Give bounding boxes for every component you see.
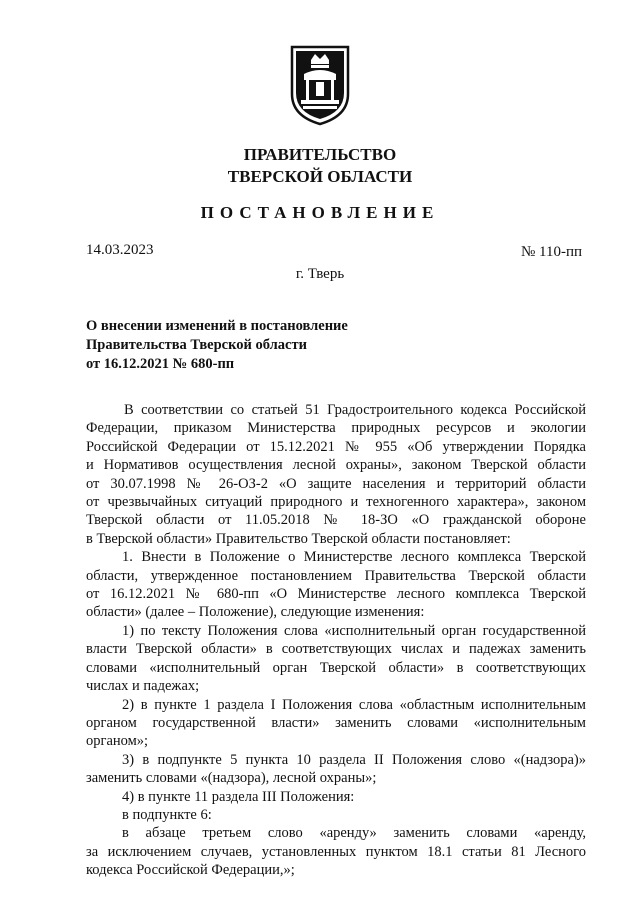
document-number: № 110-пп <box>520 244 582 260</box>
body-line: за исключением случаев, установленных пунктом 18.1 статьи 81 Лесного <box>86 843 586 860</box>
body-line: 2) в пункте 1 раздела I Положения слова «областным исполнительным <box>122 696 586 713</box>
body-line: области» (далее – Положение), следующие изменения: <box>86 604 425 621</box>
body-line: 1. Внести в Положение о Министерстве лесного комплекса Тверской <box>122 549 586 566</box>
document-type-title: ПОСТАНОВЛЕНИЕ <box>200 203 440 222</box>
body-line: В соответствии со статьей 51 Градостроительного кодекса Российской <box>124 402 586 418</box>
body-line: кодекса Российской Федерации,»; <box>86 862 295 879</box>
body-line: от чрезвычайных ситуаций природного и техногенного характера», законом <box>86 494 586 511</box>
body-line: словами «исполнительный орган Тверской области» в соответствующих <box>86 659 586 676</box>
body-line: власти Тверской области» в соответствующих числах и падежах заменить <box>86 641 586 658</box>
subject-line: от 16.12.2021 № 680-пп <box>86 356 235 372</box>
subject-line: Правительства Тверской области <box>86 337 307 353</box>
body-line: 3) в подпункте 5 пункта 10 раздела II Положения слово «(надзора)» <box>122 751 586 768</box>
body-line: Российской Федерации от 15.12.2021 № 955 «Об утверждении Порядка <box>86 438 586 455</box>
document-city: г. Тверь <box>295 266 345 282</box>
body-line: 1) по тексту Положения слова «исполнительный орган государственной <box>122 622 586 639</box>
body-line: Федерации, приказом Министерства природных ресурсов и экологии <box>86 420 586 437</box>
body-line: числах и падежах; <box>86 678 200 695</box>
government-title-line1: ПРАВИТЕЛЬСТВО <box>243 145 397 164</box>
body-line: Тверской области от 11.05.2018 № 18-ЗО «О гражданской обороне <box>86 512 586 529</box>
document-body <box>86 401 586 880</box>
document-subject <box>86 317 348 374</box>
body-line: органом государственной власти» заменить словами «исполнительным <box>86 714 586 731</box>
body-line: в подпункте 6: <box>122 806 212 823</box>
body-line: и Нормативов осуществления лесной охраны», законом Тверской области <box>86 457 586 474</box>
body-line: от 30.07.1998 № 26-ОЗ-2 «О защите населения и территорий области <box>86 475 586 492</box>
body-line: в Тверской области» Правительство Тверской области постановляет: <box>86 530 511 547</box>
subject-line: О внесении изменений в постановление <box>86 318 348 334</box>
body-line: заменить словами «(надзора), лесной охраны»; <box>86 770 377 787</box>
body-line: органом»; <box>86 733 149 750</box>
body-line: 4) в пункте 11 раздела III Положения: <box>122 788 355 805</box>
body-line: от 16.12.2021 № 680-пп «О Министерстве лесного комплекса Тверской <box>86 586 586 603</box>
body-line: области, утвержденное постановлением Правительства Тверской области <box>86 567 586 584</box>
document-date: 14.03.2023 <box>86 242 154 258</box>
coat-of-arms-emblem <box>289 44 351 126</box>
body-line: в абзаце третьем слово «аренду» заменить словами «аренду, <box>122 825 586 842</box>
government-title-line2: ТВЕРСКОЙ ОБЛАСТИ <box>227 167 413 186</box>
